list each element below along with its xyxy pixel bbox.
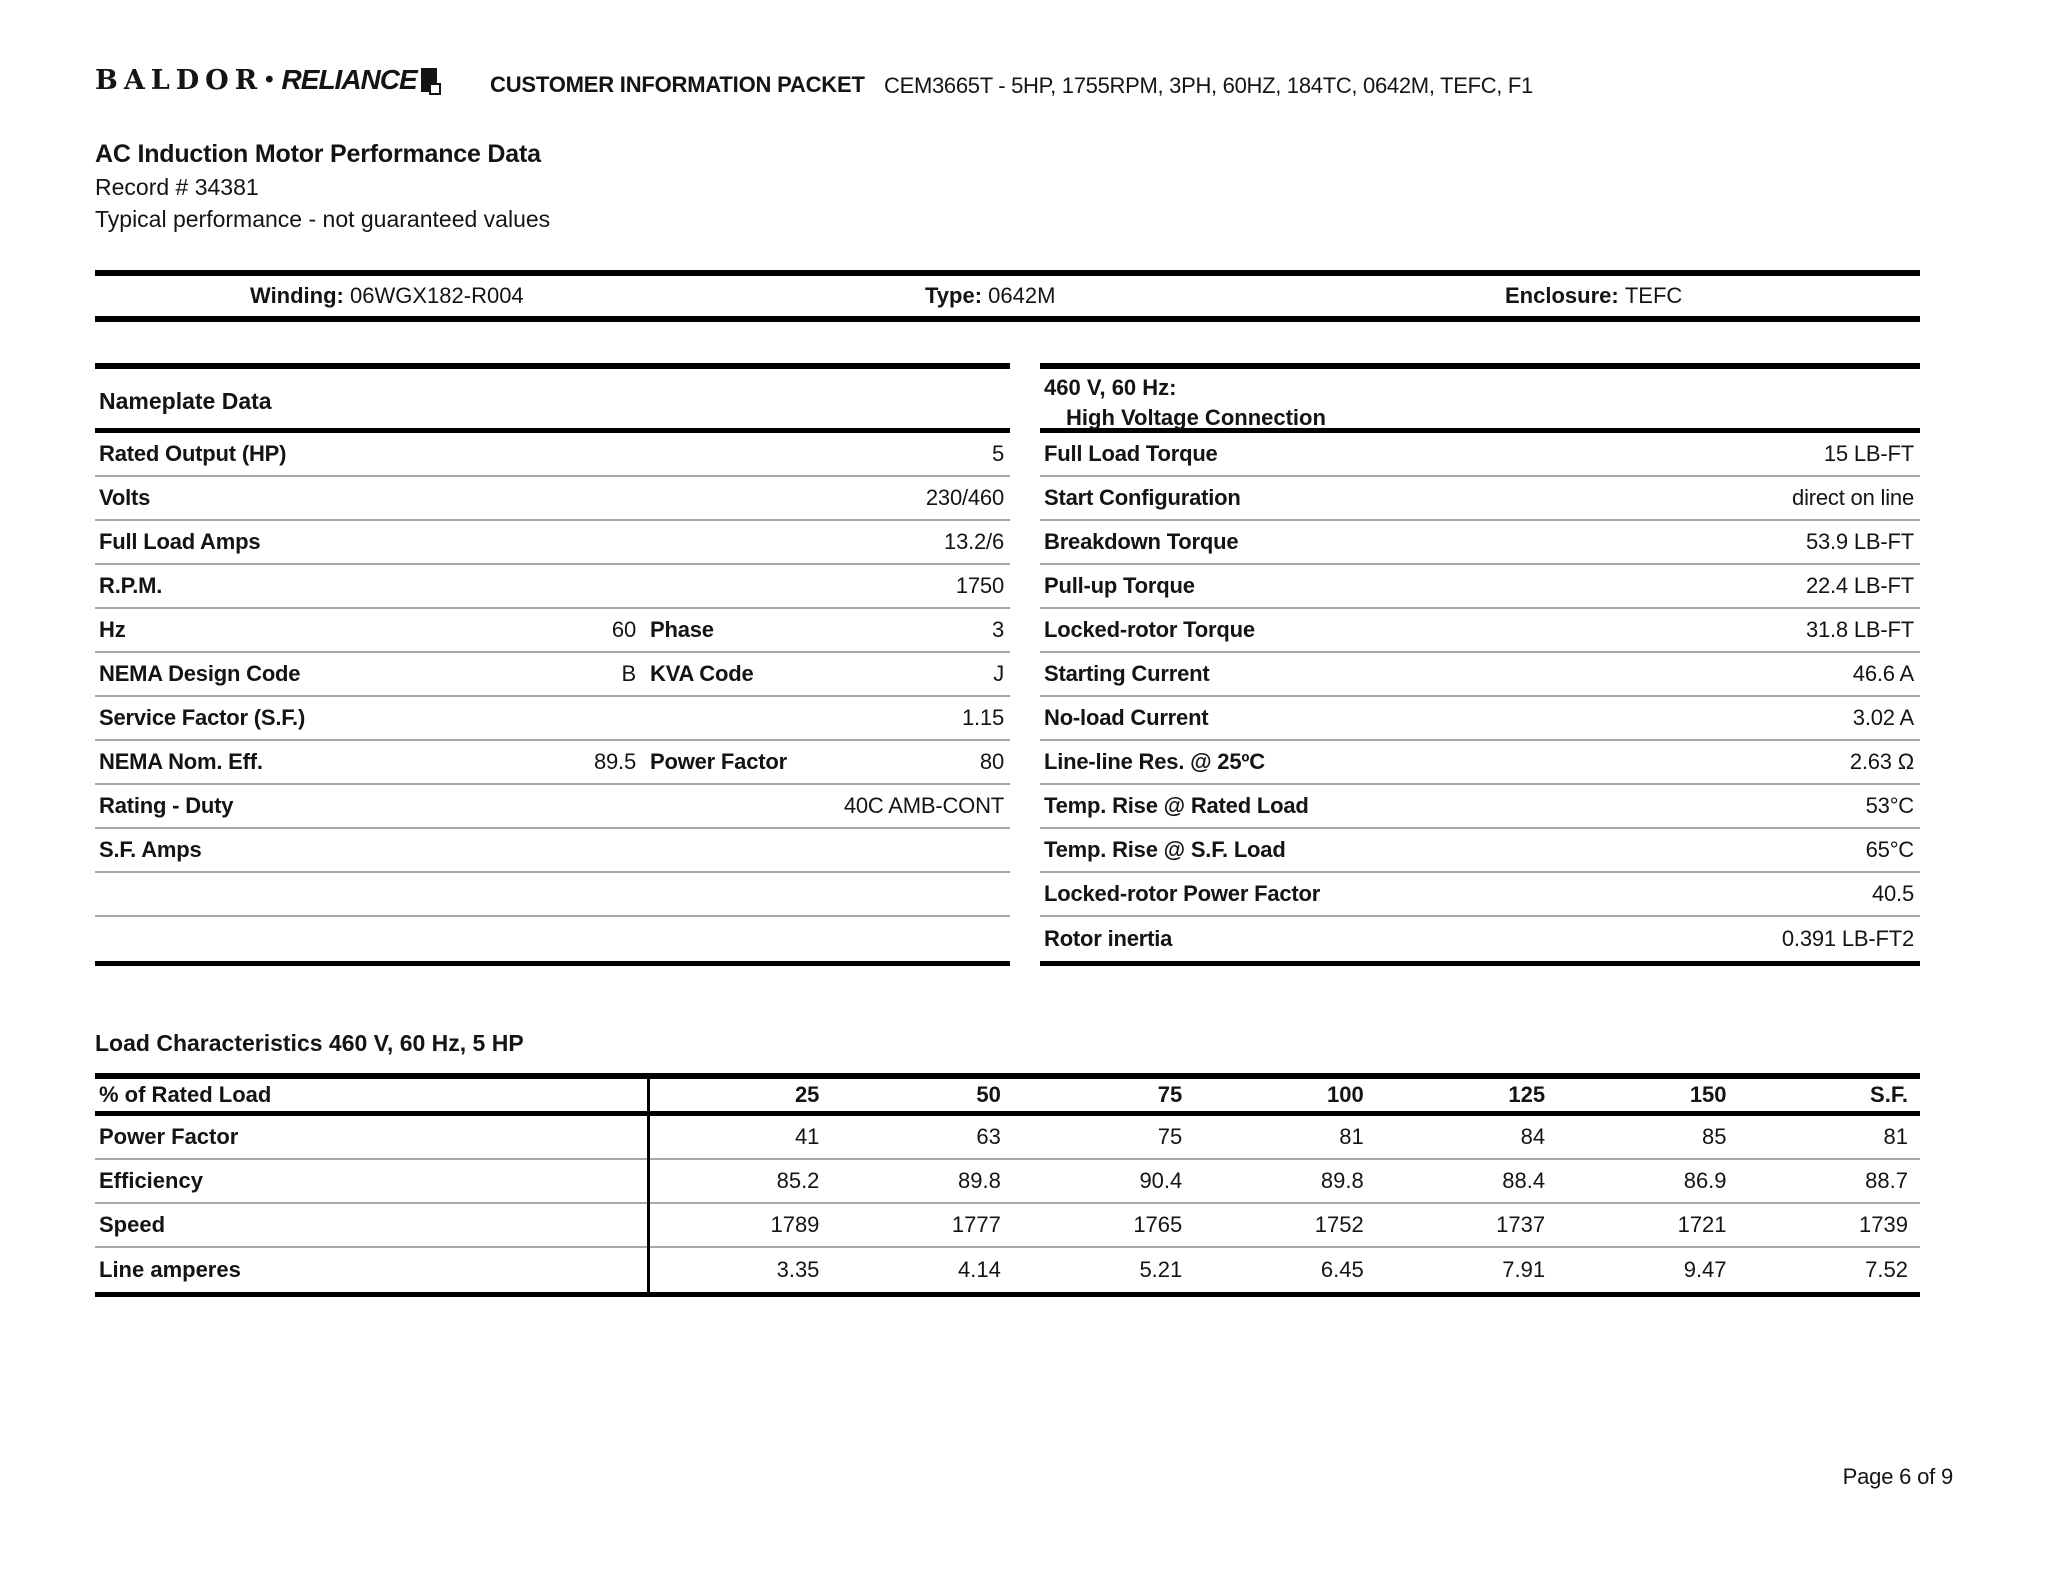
row-value: 22.4 LB-FT [1805, 573, 1914, 598]
row-label: Locked-rotor Power Factor [1044, 881, 1321, 906]
nameplate-data-table [95, 363, 1010, 966]
cell-value: 3.35 [776, 1257, 820, 1282]
load-characteristics-table [95, 1073, 1920, 1297]
nameplate-row [95, 917, 1010, 961]
row-label: Temp. Rise @ Rated Load [1044, 793, 1309, 818]
row-value: 1750 [955, 573, 1004, 598]
row-label: Locked-rotor Torque [1044, 617, 1255, 642]
enclosure-label: Enclosure: [1505, 283, 1619, 308]
baldor-reliance-logo [95, 64, 437, 96]
row-label: Power Factor [99, 1124, 239, 1149]
type-value: 0642M [988, 283, 1056, 308]
hv-row [1040, 697, 1920, 741]
cell-value: 1777 [951, 1212, 1001, 1237]
cell-value: 75 [1157, 1124, 1183, 1149]
cell-value: 85 [1702, 1124, 1727, 1149]
hv-row [1040, 873, 1920, 917]
row-mid-value: 60 [611, 617, 636, 642]
row-label: R.P.M. [99, 573, 163, 598]
nameplate-row [95, 521, 1010, 565]
cell-value: 1789 [770, 1212, 820, 1237]
cell-value: 41 [794, 1124, 820, 1149]
row-label: Breakdown Torque [1044, 529, 1239, 554]
packet-title: CUSTOMER INFORMATION PACKET [490, 72, 865, 97]
row-value: 3 [991, 617, 1004, 642]
cell-value: 85.2 [776, 1168, 820, 1193]
row-label: NEMA Design Code [99, 661, 301, 686]
cell-value: 63 [976, 1124, 1001, 1149]
row-value: 80 [979, 749, 1004, 774]
load-table-row [95, 1248, 1920, 1292]
row-label: Volts [99, 485, 151, 510]
record-number: Record # 34381 [95, 174, 259, 200]
page-number: Page 6 of 9 [1842, 1464, 1953, 1489]
winding-cell [250, 276, 524, 316]
row-value: 13.2/6 [944, 529, 1004, 554]
nameplate-table-header [95, 369, 1010, 433]
nameplate-row [95, 829, 1010, 873]
load-table-row [95, 1160, 1920, 1204]
header-label: % of Rated Load [99, 1082, 272, 1107]
row-mid-label: KVA Code [650, 661, 754, 686]
row-value: direct on line [1792, 485, 1914, 510]
row-value: 230/460 [925, 485, 1004, 510]
logo-registered-mark-icon [421, 68, 437, 92]
row-value: 65°C [1865, 837, 1914, 862]
winding-value: 06WGX182-R004 [350, 283, 524, 308]
row-value: 53.9 LB-FT [1805, 529, 1914, 554]
load-table-header-row [95, 1079, 1920, 1116]
hv-row [1040, 829, 1920, 873]
cell-value: 7.52 [1865, 1257, 1908, 1282]
performance-note: Typical performance - not guaranteed values [95, 206, 551, 232]
nameplate-row [95, 653, 1010, 697]
cell-value: 1765 [1133, 1212, 1183, 1237]
row-label: Rated Output (HP) [99, 441, 287, 466]
logo-reliance-text: RELIANCE [281, 64, 417, 95]
row-value: 31.8 LB-FT [1805, 617, 1914, 642]
column-header: 100 [1326, 1082, 1364, 1107]
cell-value: 81 [1339, 1124, 1364, 1149]
cell-value: 89.8 [958, 1168, 1001, 1193]
row-mid-label: Power Factor [650, 749, 787, 774]
logo-dot-separator: • [265, 66, 274, 93]
row-label: Start Configuration [1044, 485, 1241, 510]
column-header: 50 [976, 1082, 1001, 1107]
row-label: Speed [99, 1212, 166, 1237]
hv-title-line2: High Voltage Connection [1066, 405, 1326, 430]
row-label: S.F. Amps [99, 837, 202, 862]
winding-label: Winding: [250, 283, 344, 308]
load-table-row [95, 1204, 1920, 1248]
row-label: Starting Current [1044, 661, 1210, 686]
cell-value: 9.47 [1683, 1257, 1727, 1282]
hv-row [1040, 521, 1920, 565]
row-value: 53°C [1865, 793, 1914, 818]
row-label: Full Load Amps [99, 529, 261, 554]
cell-value: 7.91 [1502, 1257, 1546, 1282]
cell-value: 84 [1520, 1124, 1546, 1149]
hv-row [1040, 917, 1920, 961]
column-header: 150 [1689, 1082, 1727, 1107]
cell-value: 88.7 [1865, 1168, 1908, 1193]
row-value: 3.02 A [1852, 705, 1914, 730]
row-value: 0.391 LB-FT2 [1781, 926, 1914, 951]
row-label: Service Factor (S.F.) [99, 705, 306, 730]
nameplate-row [95, 477, 1010, 521]
cell-value: 1752 [1314, 1212, 1364, 1237]
high-voltage-table [1040, 363, 1920, 966]
cell-value: 6.45 [1320, 1257, 1364, 1282]
row-value: 2.63 Ω [1849, 749, 1914, 774]
row-value: 5 [991, 441, 1004, 466]
row-value: 15 LB-FT [1823, 441, 1914, 466]
nameplate-row [95, 609, 1010, 653]
type-label: Type: [925, 283, 983, 308]
row-value: J [993, 661, 1004, 686]
cell-value: 5.21 [1139, 1257, 1183, 1282]
nameplate-row [95, 785, 1010, 829]
load-table-row [95, 1116, 1920, 1160]
row-value: 40C AMB-CONT [843, 793, 1004, 818]
column-header: 125 [1508, 1082, 1546, 1107]
hv-table-header [1040, 369, 1920, 433]
enclosure-cell [1505, 276, 1682, 316]
cell-value: 88.4 [1502, 1168, 1546, 1193]
nameplate-row [95, 697, 1010, 741]
cell-value: 89.8 [1320, 1168, 1364, 1193]
page-title: AC Induction Motor Performance Data [95, 140, 541, 168]
row-mid-value: 89.5 [593, 749, 636, 774]
row-label: Efficiency [99, 1168, 203, 1193]
row-mid-label: Phase [650, 617, 714, 642]
nameplate-title: Nameplate Data [99, 388, 272, 414]
hv-row [1040, 477, 1920, 521]
row-label: Pull-up Torque [1044, 573, 1195, 598]
row-label: Line amperes [99, 1257, 241, 1282]
type-cell [925, 276, 1055, 316]
hv-row [1040, 653, 1920, 697]
column-header: 25 [794, 1082, 820, 1107]
row-label: Hz [99, 617, 126, 642]
cell-value: 90.4 [1139, 1168, 1183, 1193]
cell-value: 1721 [1677, 1212, 1727, 1237]
column-header: S.F. [1870, 1082, 1908, 1107]
row-label: Line-line Res. @ 25ºC [1044, 749, 1265, 774]
cell-value: 86.9 [1683, 1168, 1727, 1193]
nameplate-row [95, 873, 1010, 917]
row-label: Rating - Duty [99, 793, 234, 818]
row-value: 1.15 [961, 705, 1004, 730]
hv-title-line1: 460 V, 60 Hz: [1044, 375, 1177, 400]
cell-value: 1739 [1859, 1212, 1908, 1237]
row-label: NEMA Nom. Eff. [99, 749, 263, 774]
column-divider [647, 1079, 650, 1292]
hv-row [1040, 565, 1920, 609]
hv-row [1040, 785, 1920, 829]
winding-summary-bar [95, 270, 1920, 322]
hv-row [1040, 609, 1920, 653]
row-label: Rotor inertia [1044, 926, 1173, 951]
product-description: CEM3665T - 5HP, 1755RPM, 3PH, 60HZ, 184TC, 0642M, TEFC, F1 [884, 73, 1533, 98]
row-value: 40.5 [1871, 881, 1914, 906]
enclosure-value: TEFC [1624, 283, 1683, 308]
cell-value: 1737 [1496, 1212, 1546, 1237]
hv-row [1040, 433, 1920, 477]
nameplate-row [95, 741, 1010, 785]
nameplate-row [95, 433, 1010, 477]
row-value: 46.6 A [1852, 661, 1914, 686]
load-characteristics-title: Load Characteristics 460 V, 60 Hz, 5 HP [95, 1030, 524, 1056]
cell-value: 4.14 [958, 1257, 1001, 1282]
hv-row [1040, 741, 1920, 785]
column-header: 75 [1157, 1082, 1183, 1107]
row-label: Full Load Torque [1044, 441, 1218, 466]
row-mid-value: B [621, 661, 636, 686]
row-label: No-load Current [1044, 705, 1209, 730]
logo-baldor-text: BALDOR [95, 64, 264, 96]
nameplate-row [95, 565, 1010, 609]
row-label: Temp. Rise @ S.F. Load [1044, 837, 1286, 862]
cell-value: 81 [1883, 1124, 1908, 1149]
